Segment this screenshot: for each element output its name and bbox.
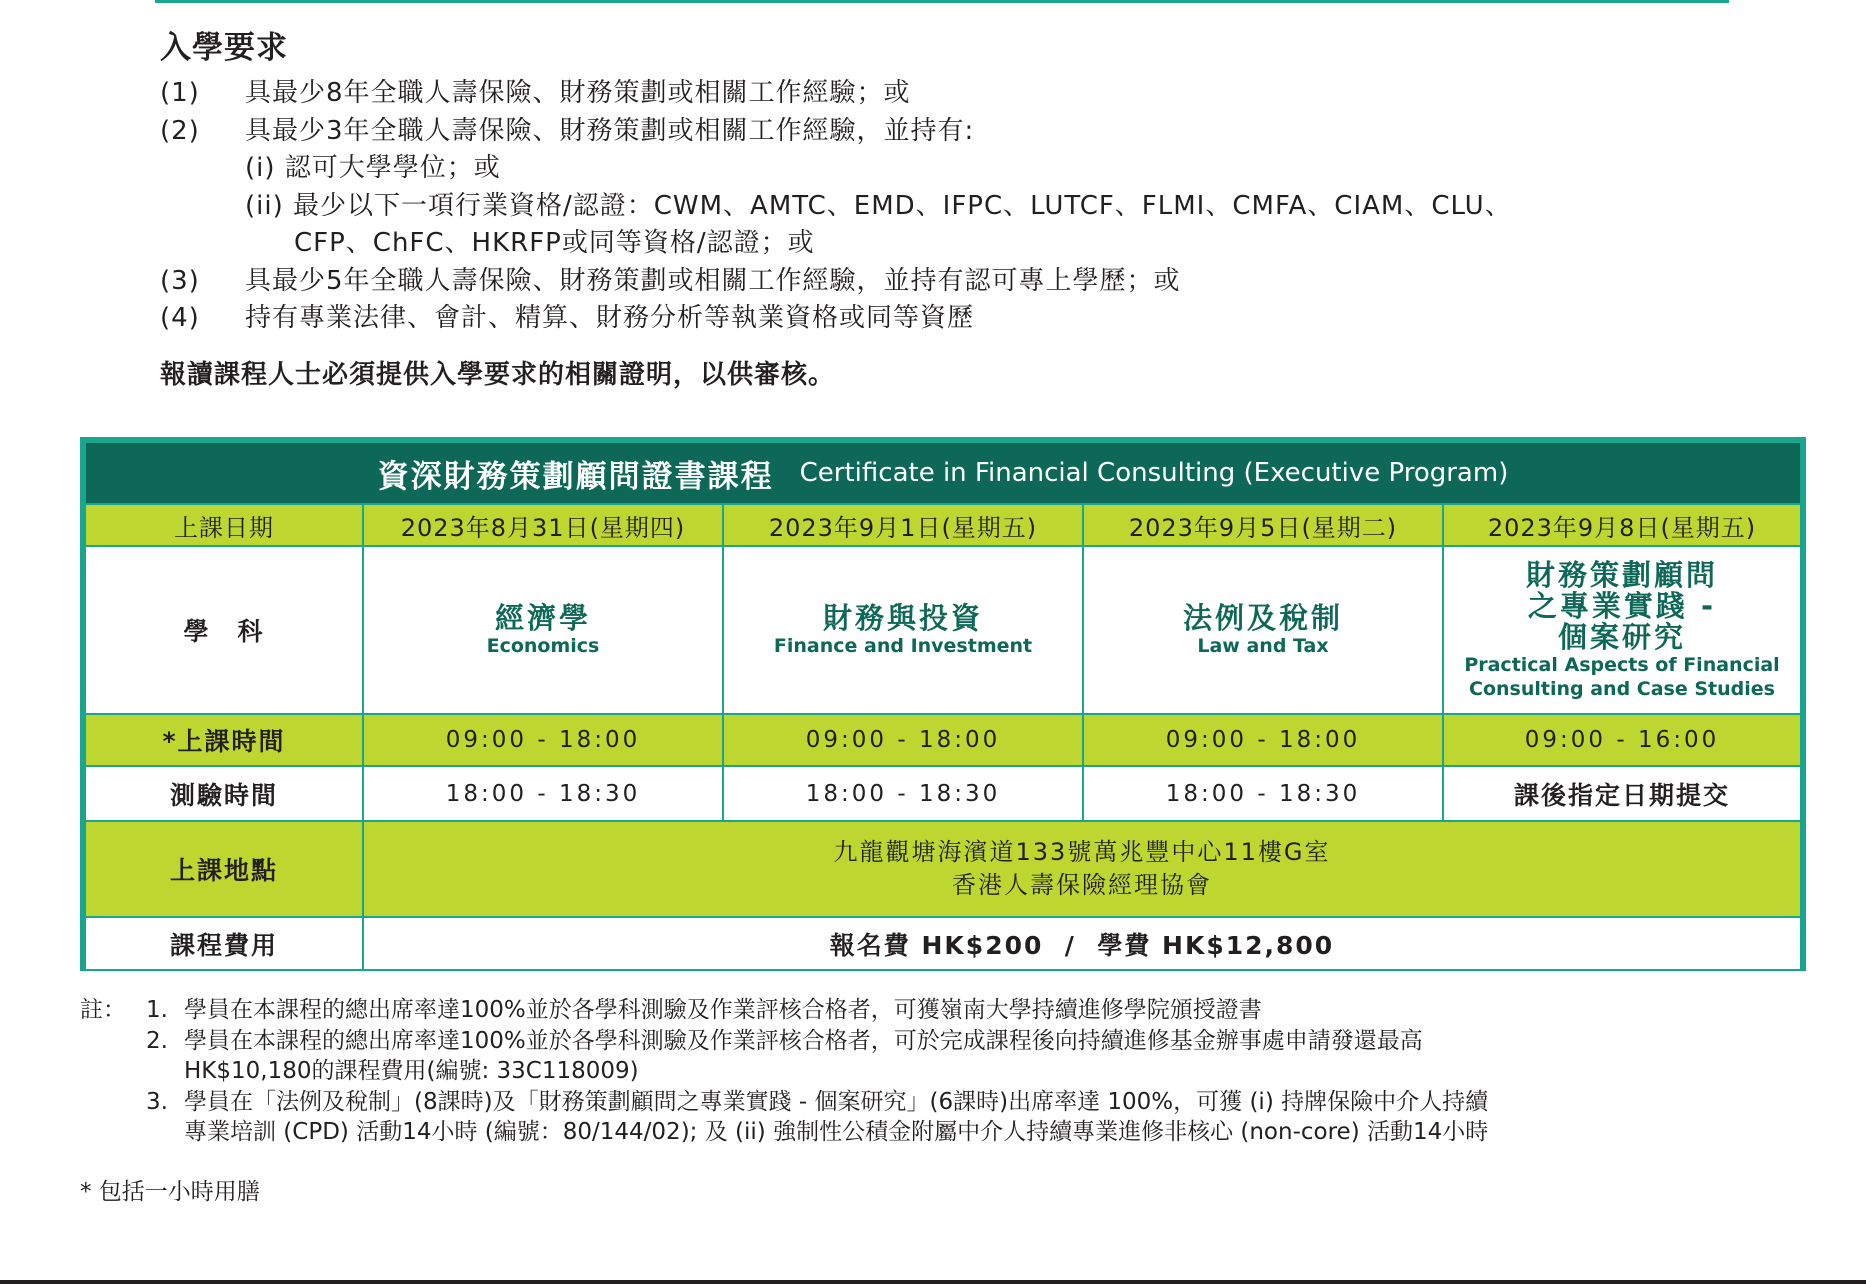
course-title-bar <box>86 443 1800 503</box>
subject-name-en: Law and Tax <box>1197 634 1329 657</box>
top-divider <box>155 0 1729 3</box>
requirement-item <box>160 263 1760 301</box>
note-item <box>80 995 1800 1026</box>
fee-label: 課程費用 <box>86 916 364 969</box>
venue-address: 九龍觀塘海濱道133號萬兆豐中心11樓G室 <box>833 838 1331 866</box>
date-label: 上課日期 <box>86 503 364 545</box>
requirement-text: 持有專業法律、會計、精算、財務分析等執業資格或同等資歷 <box>245 303 975 333</box>
test-time-cell: 18:00 - 18:30 <box>364 765 724 820</box>
class-time-cell: 09:00 - 18:00 <box>1084 713 1444 765</box>
bottom-divider <box>0 1280 1866 1284</box>
note-number: 2. <box>146 1027 168 1054</box>
venue-cell <box>364 820 1800 916</box>
requirement-number: (1) <box>160 78 200 108</box>
subject-name-zh: 財務策劃顧問 之專業實踐 - 個案研究 <box>1525 557 1718 654</box>
test-time-cell: 18:00 - 18:30 <box>724 765 1084 820</box>
requirement-sub-item: (ii) 最少以下一項行業資格/認證：CWM、AMTC、EMD、IFPC、LUTCF、FLMI、CMFA、CIAM、CLU、 <box>245 190 1512 221</box>
footnote: * 包括一小時用膳 <box>80 1179 260 1205</box>
proof-note: 報讀課程人士必須提供入學要求的相關證明，以供審核。 <box>160 360 836 390</box>
requirement-number: (2) <box>160 115 200 146</box>
class-time-label: *上課時間 <box>86 713 364 765</box>
subject-name-en: Finance and Investment <box>773 634 1033 657</box>
subject-name-zh: 財務與投資 <box>822 600 983 635</box>
requirement-item <box>160 75 1760 113</box>
requirement-sub-item-continued: CFP、ChFC、HKRFP或同等資格/認證；或 <box>294 228 815 258</box>
subject-name-en: Economics <box>486 634 600 657</box>
subject-cell <box>364 545 724 713</box>
note-item <box>80 1087 1800 1118</box>
test-time-label: 測驗時間 <box>86 765 364 820</box>
test-time-cell: 18:00 - 18:30 <box>1084 765 1444 820</box>
date-cell: 2023年9月5日(星期二) <box>1084 503 1444 545</box>
requirement-item <box>160 113 1760 151</box>
subject-name-zh: 法例及稅制 <box>1182 600 1343 635</box>
requirement-item <box>160 300 1760 338</box>
notes <box>80 995 1800 1148</box>
subject-label: 學 科 <box>86 545 364 713</box>
requirement-text: 具最少8年全職人壽保險、財務策劃或相關工作經驗；或 <box>245 78 911 108</box>
note-text: 學員在本課程的總出席率達100%並於各學科測驗及作業評核合格者，可獲嶺南大學持續進修學院頒授證書 <box>184 997 1262 1023</box>
admission-requirements <box>160 22 1760 338</box>
class-time-cell: 09:00 - 18:00 <box>724 713 1084 765</box>
note-text: 學員在「法例及稅制」(8課時)及「財務策劃顧問之專業實踐 - 個案研究」(6課時)出席率達 100%，可獲 (i) 持牌保險中介人持續 <box>184 1088 1489 1115</box>
date-cell: 2023年8月31日(星期四) <box>364 503 724 545</box>
subject-cell <box>1084 545 1444 713</box>
note-number: 1. <box>146 997 168 1023</box>
subject-name-zh: 經濟學 <box>494 600 591 635</box>
requirement-number: (3) <box>160 265 200 296</box>
class-time-cell: 09:00 - 18:00 <box>364 713 724 765</box>
notes-label: 註： <box>80 997 126 1023</box>
course-schedule-table <box>80 437 1806 971</box>
date-cell: 2023年9月8日(星期五) <box>1444 503 1800 545</box>
course-title-zh: 資深財務策劃顧問證書課程 <box>377 458 774 495</box>
venue-label: 上課地點 <box>86 820 364 916</box>
fee-cell: 報名費 HK$200 / 學費 HK$12,800 <box>364 916 1800 969</box>
note-item <box>80 1026 1800 1057</box>
requirement-text: 具最少3年全職人壽保險、財務策劃或相關工作經驗，並持有: <box>245 115 975 146</box>
schedule-grid <box>86 503 1800 969</box>
test-time-cell: 課後指定日期提交 <box>1444 765 1800 820</box>
course-title-en: Certificate in Financial Consulting (Executive Program) <box>799 458 1509 488</box>
subject-name-en: Practical Aspects of Financial Consulting and Case Studies <box>1464 653 1780 700</box>
subject-cell <box>724 545 1084 713</box>
class-time-cell: 09:00 - 16:00 <box>1444 713 1800 765</box>
requirement-sub-item: (i) 認可大學學位；或 <box>245 153 501 183</box>
subject-cell <box>1444 545 1800 713</box>
date-cell: 2023年9月1日(星期五) <box>724 503 1084 545</box>
requirement-number: (4) <box>160 303 200 333</box>
note-text: 學員在本課程的總出席率達100%並於各學科測驗及作業評核合格者，可於完成課程後向持續進修基金辦事處申請發還最高 <box>184 1027 1423 1054</box>
note-number: 3. <box>146 1088 168 1115</box>
requirements-title: 入學要求 <box>160 30 288 66</box>
requirement-text: 具最少5年全職人壽保險、財務策劃或相關工作經驗，並持有認可專上學歷；或 <box>245 265 1181 296</box>
note-continuation: HK$10,180的課程費用(編號: 33C118009) <box>184 1058 639 1084</box>
venue-organizer: 香港人壽保險經理協會 <box>952 871 1212 899</box>
note-continuation: 專業培訓 (CPD) 活動14小時 (編號：80/144/02); 及 (ii) 強制性公積金附屬中介人持續專業進修非核心 (non-core) 活動14小時 <box>184 1119 1489 1145</box>
